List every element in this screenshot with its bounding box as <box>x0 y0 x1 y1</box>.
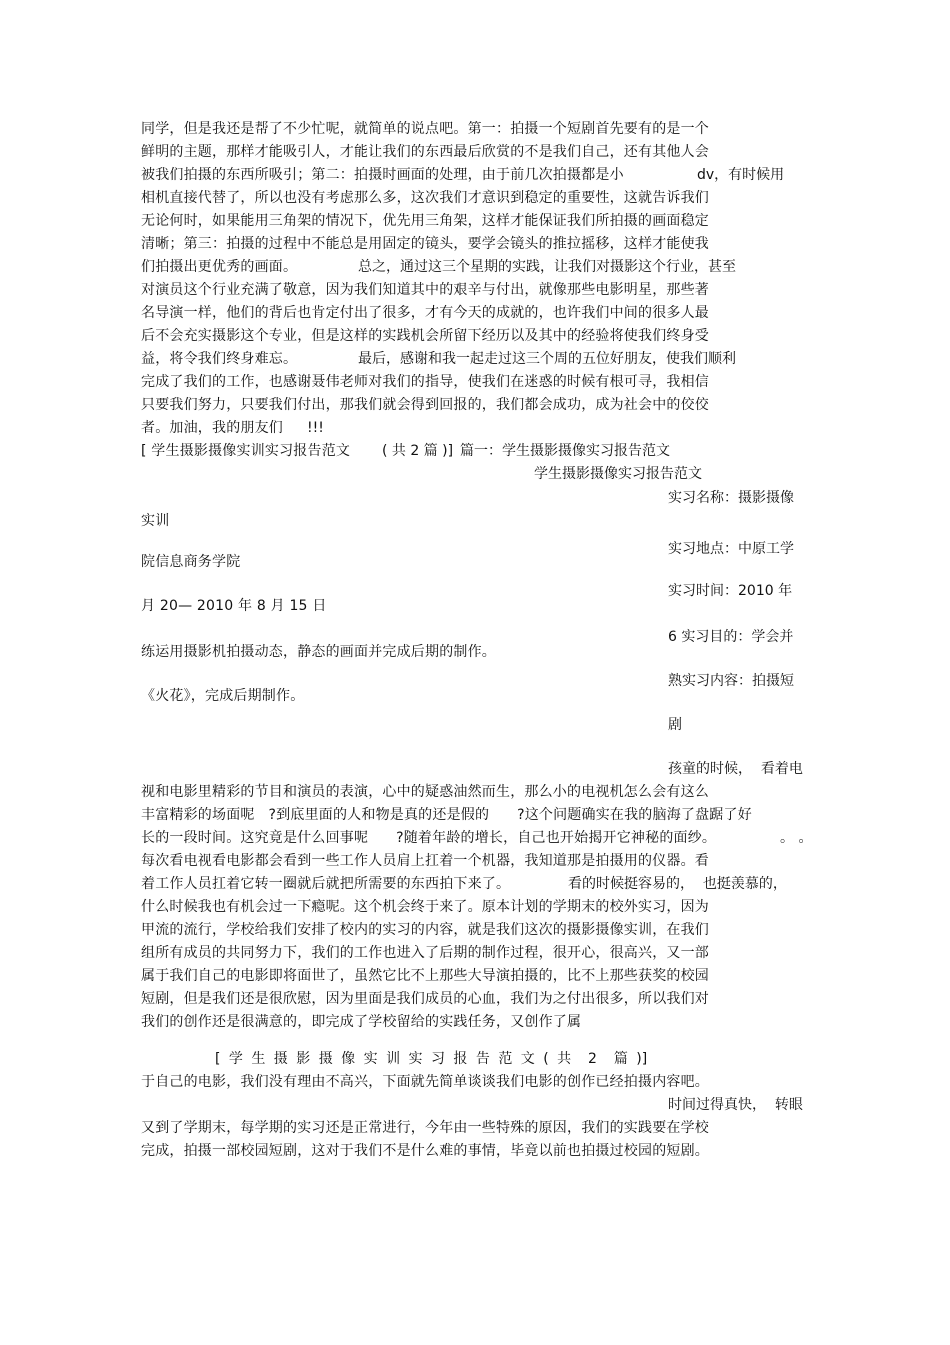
text-line: 视和电影里精彩的节目和演员的表演，心中的疑惑油然而生，那么小的电视机怎么会有这么 <box>141 784 709 800</box>
info-name: 实习名称：摄影摄像 <box>668 490 794 506</box>
text-fragment: dv，有时候用 <box>697 167 785 183</box>
text-line: 者。加油，我的朋友们 <box>141 420 283 436</box>
text-line: 被我们拍摄的东西所吸引；第二：拍摄时画面的处理，由于前几次拍摄都是小 <box>141 167 624 183</box>
text-line: 同学，但是我还是帮了不少忙呢，就简单的说点吧。第一：拍摄一个短剧首先要有的是一个 <box>141 121 709 137</box>
text-fragment: 。 。 <box>780 830 813 846</box>
text-line: 于自己的电影，我们没有理由不高兴，下面就先简单谈谈我们电影的创作已经拍摄内容吧。 <box>141 1074 709 1090</box>
text-line: 完成了我们的工作，也感谢聂伟老师对我们的指导，使我们在迷惑的时候有根可寻，我相信 <box>141 374 709 390</box>
text-line: 每次看电视看电影都会看到一些工作人员肩上扛着一个机器，我知道那是拍摄用的仪器。看 <box>141 853 709 869</box>
text-line: 只要我们努力，只要我们付出，那我们就会得到回报的，我们都会成功，成为社会中的佼佼 <box>141 397 709 413</box>
text-fragment: !!! <box>307 420 324 436</box>
text-fragment: 看的时候挺容易的， 也挺羡慕的， <box>568 876 787 892</box>
text-fragment: 最后，感谢和我一起走过这三个周的五位好朋友，使我们顺利 <box>358 351 736 367</box>
text-line: 名导演一样，他们的背后也肯定付出了很多，才有今天的成就的，也许我们中间的很多人最 <box>141 305 709 321</box>
text-fragment: 孩童的时候， 看着电 <box>668 761 803 777</box>
info-place-cont: 院信息商务学院 <box>141 554 241 570</box>
info-place: 实习地点：中原工学 <box>668 541 794 557</box>
text-fragment: 总之，通过这三个星期的实践，让我们对摄影这个行业，甚至 <box>358 259 736 275</box>
info-purpose: 6 实习目的：学会并 <box>668 629 794 645</box>
info-purpose-cont: 练运用摄影机拍摄动态，静态的画面并完成后期的制作。 <box>141 644 496 660</box>
text-line: 益，将令我们终身难忘。 <box>141 351 298 367</box>
text-line: 丰富精彩的场面呢 ?到底里面的人和物是真的还是假的 ?这个问题确实在我的脑海了盘踞了好 <box>141 807 752 823</box>
text-line: 短剧，但是我们还是很欣慰，因为里面是我们成员的心血，我们为之付出很多，所以我们对 <box>141 991 709 1007</box>
document-heading: 篇一：学生摄影摄像实习报告范文 <box>460 443 670 459</box>
running-header: [ 学 生 摄 影 摄 像 实 训 实 习 报 告 范 文 ( 共 2 篇 )] <box>215 1051 648 1067</box>
text-line: 属于我们自己的电影即将面世了，虽然它比不上那些大导演拍摄的，比不上那些获奖的校园 <box>141 968 709 984</box>
document-title: [ 学生摄影摄像实训实习报告范文 <box>141 443 351 459</box>
info-content-end: 剧 <box>668 717 682 733</box>
info-content: 熟实习内容：拍摄短 <box>668 673 794 689</box>
text-line: 无论何时，如果能用三角架的情况下，优先用三角架，这样才能保证我们所拍摄的画面稳定 <box>141 213 709 229</box>
text-line: 我们的创作还是很满意的，即完成了学校留给的实践任务，又创作了属 <box>141 1014 582 1030</box>
text-line: 鲜明的主题，那样才能吸引人，才能让我们的东西最后欣赏的不是我们自己，还有其他人会 <box>141 144 709 160</box>
info-time-cont: 月 20— 2010 年 8 月 15 日 <box>141 598 327 614</box>
text-line: 对演员这个行业充满了敬意，因为我们知道其中的艰辛与付出，就像那些电影明星，那些著 <box>141 282 709 298</box>
text-line: 相机直接代替了，所以也没有考虑那么多，这次我们才意识到稳定的重要性，这就告诉我们 <box>141 190 709 206</box>
text-line: 完成，拍摄一部校园短剧，这对于我们不是什么难的事情，毕竟以前也拍摄过校园的短剧。 <box>141 1143 709 1159</box>
text-line: 甲流的流行，学校给我们安排了校内的实习的内容，就是我们这次的摄影摄像实训，在我们 <box>141 922 709 938</box>
text-line: 长的一段时间。这究竟是什么回事呢 ?随着年龄的增长，自己也开始揭开它神秘的面纱。 <box>141 830 717 846</box>
text-line: 清晰；第三：拍摄的过程中不能总是用固定的镜头，要学会镜头的推拉摇移，这样才能使我 <box>141 236 709 252</box>
document-count: ( 共 2 篇 )] <box>382 443 454 459</box>
text-line: 什么时候我也有机会过一下瘾呢。这个机会终于来了。原本计划的学期末的校外实习，因为 <box>141 899 709 915</box>
info-time: 实习时间：2010 年 <box>668 583 793 599</box>
text-line: 后不会充实摄影这个专业，但是这样的实践机会所留下经历以及其中的经验将使我们终身受 <box>141 328 709 344</box>
text-line: 又到了学期末，每学期的实习还是正常进行，今年由一些特殊的原因，我们的实践要在学校 <box>141 1120 709 1136</box>
text-line: 们拍摄出更优秀的画面。 <box>141 259 298 275</box>
info-name-cont: 实训 <box>141 513 170 529</box>
text-fragment: 时间过得真快， 转眼 <box>668 1097 803 1113</box>
text-line: 着工作人员扛着它转一圈就后就把所需要的东西拍下来了。 <box>141 876 511 892</box>
text-line: 组所有成员的共同努力下，我们的工作也进入了后期的制作过程，很开心，很高兴，又一部 <box>141 945 709 961</box>
info-content-cont: 《火花》，完成后期制作。 <box>141 688 305 704</box>
document-subtitle: 学生摄影摄像实习报告范文 <box>534 466 702 482</box>
